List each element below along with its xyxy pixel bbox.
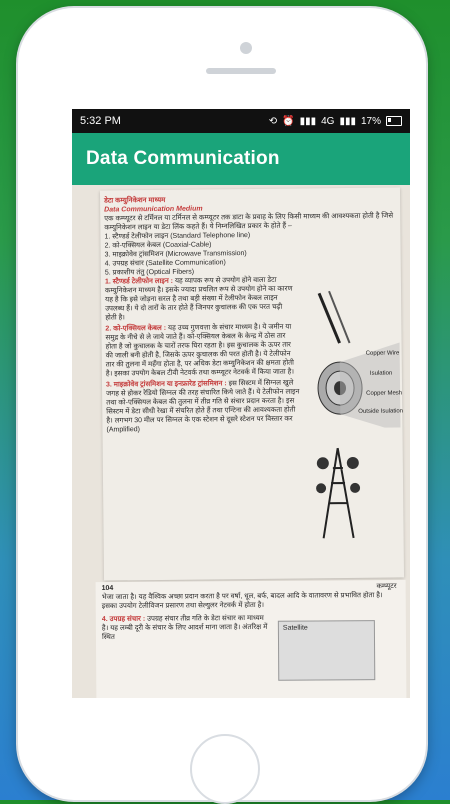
list-item: 4. उपग्रह संचार (Satellite Communication)	[104, 259, 226, 268]
section-1-title: 1. स्टैण्डर्ड टेलीफोन लाइन :	[104, 277, 174, 286]
satellite-figure	[278, 620, 375, 681]
section-4	[102, 614, 272, 642]
section-1-body: यह व्यापक रूप से उपयोग होने वाला डेटा कम्युनिकेशन माध्यम है। इसके ज्यादा प्रचलित रूप से उपयोग होने का कारण यह है कि इसे जोड़ना सरल है तथा बड़ी संख्या में टेलीफोन केबल लाइन उपलब्ध हैं। ये दो तारों के तार होते हैं जिनपर कुचालक की एक परत चढ़ी होती है।	[104, 276, 293, 322]
microwave-tower-figure	[303, 443, 374, 544]
page-number: 104	[101, 584, 114, 593]
page-header-hi: डेटा कम्युनिकेशन माध्यम	[104, 196, 166, 205]
section-2-body: यह उच्च गुणवत्ता के संचार माध्यम है। ये जमीन या समुद्र के नीचे से ले जाये जाते हैं। को-एक्सियल केबल के केन्द्र में ठोस तार होता है जो कुचालक के चारों तरफ घिरा रहता है। इस कुचालक के ऊपर तार की जाली बनी होती है, जिसके ऊपर कुचालक की परत होती है। ये टेलीफोन तार की तुलना में महँगा होता है, पर अधिक डेटा कम्युनिकेशन की क्षमता होती है। इसका उपयोग केबल टीवी नेटवर्क तथा कम्प्यूटर नेटवर्क में किया जाता है।	[105, 323, 295, 378]
status-bar	[72, 109, 410, 133]
section-4-body: उपग्रह संचार तीव्र गति के डेटा संचार का माध्यम है। यह लम्बी दूरी के संचार के लिए आदर्श माना जाता है। अंतरिक्ष में स्थित	[101, 614, 268, 642]
list-item: 3. माइक्रोवेव ट्रांसमिशन (Microwave Transmission)	[104, 250, 247, 259]
book-image-viewer[interactable]	[72, 185, 410, 698]
signal-icon: ▮▮▮	[299, 115, 317, 127]
section-4-title: 4. उपग्रह संचार :	[101, 615, 146, 624]
coaxial-cable-figure	[299, 282, 410, 428]
sync-off-icon: ⟲	[268, 115, 278, 127]
home-button[interactable]	[190, 734, 260, 804]
phone-screen	[72, 109, 410, 698]
fig-label: Outside Isulation	[358, 408, 404, 415]
book-page	[100, 187, 404, 580]
section-3-title: 3. माइक्रोवेव ट्रांसमिशन या इनफ्रारेड ट्रांसमिशन :	[105, 380, 227, 389]
section-3-body: इस सिस्टम में सिग्नल खुले जगह से होकर रेडियो सिग्नल की तरह संचारित किये जाते हैं। ये टेलीफोन लाइन तथा को-एक्सियल केबल की तुलना में तीव्र गति से संचार प्रदान करता है। इस सिस्टम में डेटा सीधी रेखा में संचरित होते हैं तथा एन्टिना की आवश्यकता होती है। लगभग 30 मील पर सिग्नल के एक स्टेशन से दूसरे स्टेशन पर विस्तार कर (Amplified)	[106, 379, 300, 434]
fig-label: Copper Wire	[365, 350, 400, 357]
section-3	[106, 378, 302, 434]
fig-label: Copper Mesh	[366, 390, 403, 397]
status-time: 5:32 PM	[80, 115, 121, 127]
signal-icon-2: ▮▮▮	[339, 115, 356, 127]
fig-label: Isulation	[369, 370, 393, 377]
page-2-body: भेजा जाता है। यह वैश्विक अच्छा प्रदान करता है पर वर्षा, धूल, बर्फ, बादल आदि के वातावरण से प्रभावित होता है। इसका उपयोग टेलीविजन प्रसारण तथा सेल्युलर नेटवर्क में होता है।	[101, 592, 383, 611]
list-item: 1. स्टैण्डर्ड टेलीफोन लाइन (Standard Telephone line)	[104, 232, 251, 241]
page-footer: कम्प्यूटर	[376, 582, 397, 591]
app-bar	[72, 133, 410, 185]
section-2	[105, 323, 296, 379]
alarm-icon: ⏰	[282, 115, 295, 127]
status-icons	[269, 116, 402, 127]
front-camera	[240, 42, 252, 54]
earpiece-speaker	[206, 68, 276, 74]
list-item: 2. को-एक्सियल केबल (Coaxial-Cable)	[104, 241, 212, 250]
book-page-2	[96, 580, 407, 698]
app-title: Data Communication	[86, 148, 280, 169]
section-1	[105, 276, 295, 323]
list-item: 5. प्रकाशीय तंतु (Optical Fibers)	[104, 268, 195, 277]
network-type: 4G	[321, 115, 335, 127]
section-2-title: 2. को-एक्सियल केबल :	[105, 324, 167, 333]
page-header-en: Data Communication Medium	[104, 205, 203, 214]
page-intro: एक कम्प्यूटर से टर्मिनल या टर्मिनल से कम्प्यूटर तक डाटा के प्रवाह के लिए किसी माध्यम की आवश्यकता होती है जिसे कम्युनिकेशन लाइन या डेटा लिंक कहते हैं। ये निम्नलिखित प्रकार के होते हैं –	[104, 212, 394, 232]
phone-frame	[18, 8, 426, 800]
battery-percent: 17%	[360, 115, 381, 127]
satellite-label: Satellite	[282, 624, 308, 632]
battery-icon	[386, 116, 402, 126]
